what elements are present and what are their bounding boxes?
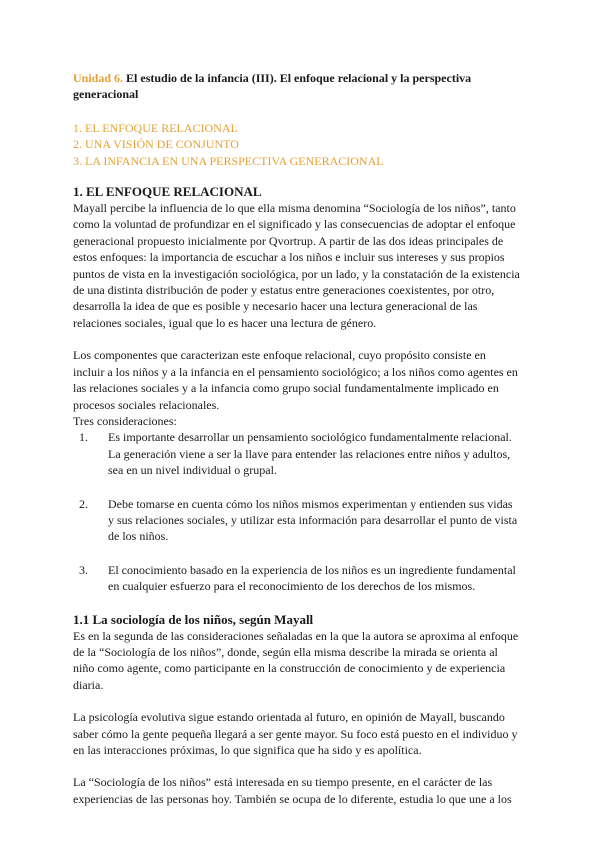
toc-item[interactable]: 1. EL ENFOQUE RELACIONAL	[73, 120, 238, 135]
paragraph: Mayall percibe la influencia de lo que ella misma denomina “Sociología de los niños”, tanto como la voluntad de profundizar en el significado y las consecuencias de adoptar el enfoque generacional propuesto inicialmente por Qvortrup. A partir de las dos ideas principales de estos enfoques: la importancia de escuchar a los niños e incluir sus intereses y sus propios puntos de vista en la investigación sociológica, por un lado, y la constatación de la existencia de una distinta distribución de poder y estatus entre generaciones coexistentes, por otro, desarrolla la idea de que es posible y necesario hacer una lectura generacional de las relaciones sociales, igual que lo es hacer una lectura de género.	[73, 201, 520, 330]
subsection-heading: 1.1 La sociología de los niños, según Mayall	[73, 611, 314, 627]
table-of-contents	[73, 120, 520, 169]
paragraph: Tres consideraciones:	[73, 413, 177, 428]
paragraph: La “Sociología de los niños” está interesada en su tiempo presente, en el carácter de las experiencias de las personas hoy. También se ocupa de lo diferente, estudia lo que une a los	[73, 775, 512, 806]
list-number: 3.	[79, 562, 88, 577]
section-heading: 1. EL ENFOQUE RELACIONAL	[73, 184, 262, 200]
list-number: 2.	[79, 496, 88, 511]
title-text: El estudio de la infancia (III). El enfoque relacional y la perspectiva generacional	[73, 71, 472, 102]
document-title	[73, 70, 520, 103]
list-item	[73, 562, 520, 595]
toc-item[interactable]: 2. UNA VISIÓN DE CONJUNTO	[73, 137, 239, 152]
list-number: 1.	[79, 430, 88, 445]
list-text: El conocimiento basado en la experiencia de los niños es un ingrediente fundamental en cualquier esfuerzo para el reconocimiento de los derechos de los mismos.	[108, 562, 516, 594]
paragraph: La psicología evolutiva sigue estando orientada al futuro, en opinión de Mayall, buscando saber cómo la gente pequeña llegará a ser gente mayor. Su foco está puesto en el individuo y en las interacciones próximas, lo que significa que ha sido y es apolítica.	[73, 710, 518, 757]
list-item	[73, 429, 520, 478]
list-text: Es importante desarrollar un pensamiento sociológico fundamentalmente relacional. La generación viene a ser la llave para entender las relaciones entre niños y adultos, sea en un nivel individual o grupal.	[108, 430, 512, 478]
paragraph: Es en la segunda de las consideraciones señaladas en la que la autora se aproxima al enfoque de la “Sociología de los niños”, donde, según ella misma describe la mirada se orienta al niño como agente, como participante en la construcción de conocimiento y de experiencia diaria.	[73, 628, 519, 692]
unit-label: Unidad 6.	[73, 71, 124, 85]
list-text: Debe tomarse en cuenta cómo los niños mismos experimentan y entienden sus vidas y sus relaciones sociales, y utilizar esta información para desarrollar el punto de vista de los niños.	[108, 496, 518, 544]
paragraph: Los componentes que caracterizan este enfoque relacional, cuyo propósito consiste en incluir a los niños y a la infancia en el pensamiento sociológico; a los niños como agentes en las relaciones sociales y a la infancia como grupo social fundamentalmente implicado en procesos sociales relacionales.	[73, 348, 518, 412]
list-item	[73, 496, 520, 545]
toc-item[interactable]: 3. LA INFANCIA EN UNA PERSPECTIVA GENERACIONAL	[73, 153, 384, 168]
considerations-list	[73, 429, 520, 594]
